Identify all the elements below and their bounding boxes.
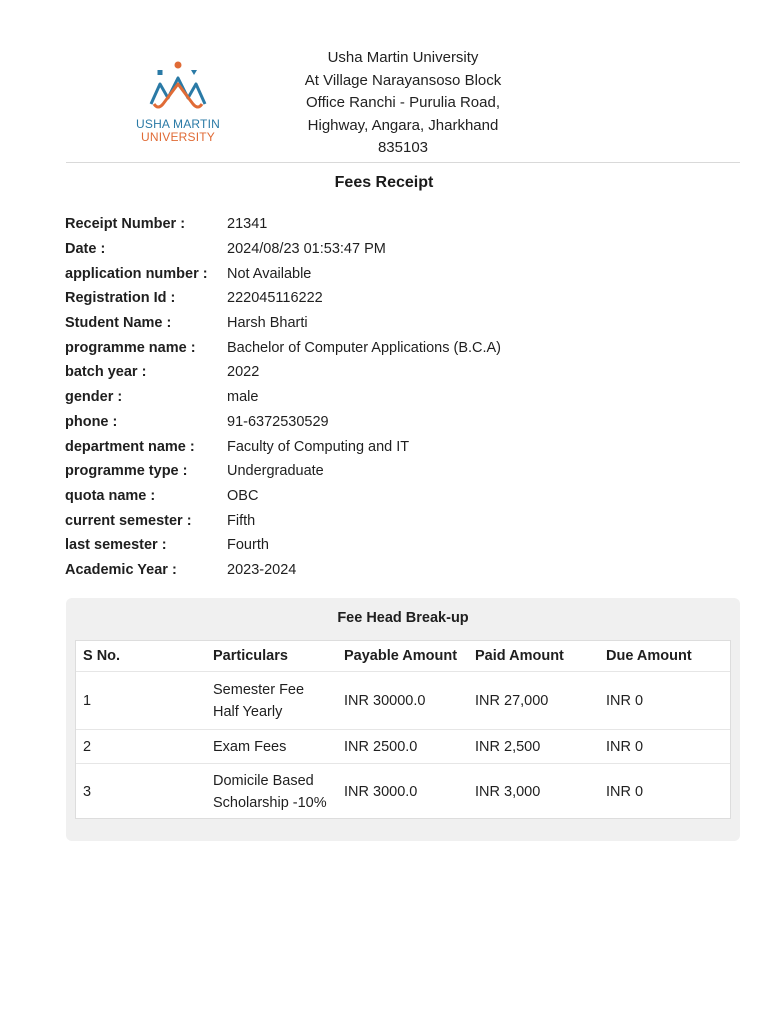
header-paid-amount: Paid Amount [475,648,564,664]
cell-paid: INR 2,500 [475,738,541,755]
info-value: Undergraduate [227,463,324,480]
info-value: 91-6372530529 [227,413,329,430]
address-line-3: Office Ranchi - Purulia Road, [306,94,500,111]
info-row-last-semester [65,533,665,558]
student-info [65,212,665,582]
cell-sno: 1 [83,692,92,709]
info-value: 2022 [227,364,260,381]
logo-line-1: USHA MARTIN [136,117,220,131]
info-row-programme-type [65,459,665,484]
info-value: 222045116222 [227,290,323,307]
particulars-line: Half Yearly [213,703,283,720]
address-line-5: 835103 [377,139,429,156]
table-row [76,672,730,730]
info-row-registration-id [65,286,665,311]
info-label: Registration Id : [65,290,176,307]
info-row-department-name [65,434,665,459]
cell-due: INR 0 [606,738,644,755]
cell-payable: INR 30000.0 [344,692,426,709]
info-value: OBC [227,487,259,504]
info-row-application-number [65,261,665,286]
cell-particulars [206,770,337,814]
address-line-2: At Village Narayansoso Block [304,71,502,89]
info-label: batch year : [65,364,147,381]
receipt-header [66,44,740,162]
cell-payable: INR 3000.0 [344,783,418,800]
logo-line-2: UNIVERSITY [140,130,215,144]
particulars-line: Exam Fees [213,738,287,755]
particulars-line: Domicile Based [213,772,314,789]
fee-breakup-title: Fee Head Break-up [337,610,469,626]
cell-particulars [206,679,337,723]
fee-table [75,640,731,819]
info-label: department name : [65,438,195,455]
info-value: Fourth [227,537,269,554]
info-value: Bachelor of Computer Applications (B.C.A) [227,339,502,356]
header-sno: S No. [83,648,121,664]
info-value: 2023-2024 [227,561,297,578]
info-row-student-name [65,311,665,336]
header-payable-amount: Payable Amount [344,648,458,664]
info-row-academic-year [65,558,665,583]
info-label: phone : [65,413,118,430]
info-value: Fifth [227,512,256,529]
info-value: Harsh Bharti [227,315,308,332]
table-row [76,764,730,819]
particulars-line: Semester Fee [213,681,305,698]
info-label: quota name : [65,487,156,504]
info-value: 21341 [227,216,268,233]
info-label: Receipt Number : [65,216,186,233]
info-label: gender : [65,389,123,406]
address-line-1: Usha Martin University [327,49,479,66]
info-row-current-semester [65,508,665,533]
info-value: 2024/08/23 01:53:47 PM [227,241,386,258]
info-label: Student Name : [65,315,172,332]
university-logo-icon [146,58,210,118]
logo-wordmark [120,118,236,144]
header-due-amount: Due Amount [606,648,692,664]
info-row-date [65,237,665,262]
cell-payable: INR 2500.0 [344,738,418,755]
receipt-title: Fees Receipt [334,174,434,191]
info-label: current semester : [65,512,192,529]
info-label: programme type : [65,463,188,480]
info-row-programme-name [65,335,665,360]
table-row [76,730,730,764]
info-row-phone [65,410,665,435]
cell-sno: 2 [83,738,92,755]
info-row-receipt-number [65,212,665,237]
info-row-quota-name [65,484,665,509]
info-value: Not Available [227,265,312,282]
fee-table-header [76,641,730,672]
info-value: Faculty of Computing and IT [227,438,410,455]
address-line-4: Highway, Angara, Jharkhand [307,116,499,134]
cell-due: INR 0 [606,692,644,709]
cell-sno: 3 [83,783,92,800]
info-row-gender [65,385,665,410]
cell-paid: INR 27,000 [475,692,549,709]
university-address [292,47,514,160]
info-label: programme name : [65,339,196,356]
header-divider [66,162,740,163]
info-label: application number : [65,265,208,282]
cell-due: INR 0 [606,783,644,800]
info-label: Date : [65,241,106,258]
header-particulars: Particulars [213,648,288,664]
cell-particulars [206,736,337,758]
fee-breakup-section [66,598,740,841]
cell-paid: INR 3,000 [475,783,541,800]
particulars-line: Scholarship -10% [213,794,327,811]
info-value: male [227,389,259,406]
info-row-batch-year [65,360,665,385]
info-label: Academic Year : [65,561,177,578]
info-label: last semester : [65,537,167,554]
